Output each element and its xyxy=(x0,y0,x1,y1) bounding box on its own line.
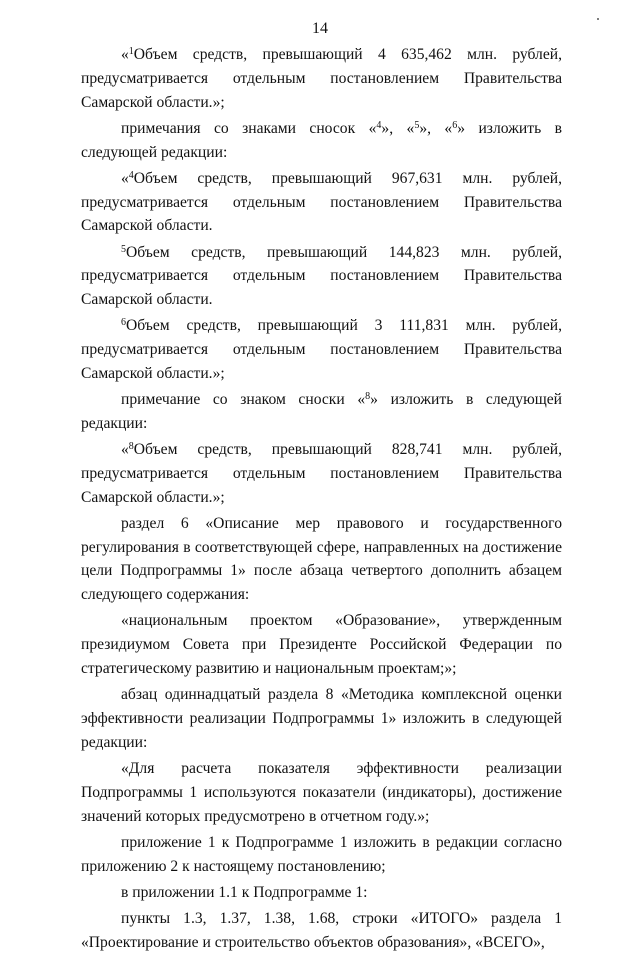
footnote-marker: 1 xyxy=(128,46,134,57)
scan-speck xyxy=(597,18,599,20)
appendix-1-paragraph: приложение 1 к Подпрограмме 1 изложить в редакции согласно приложению 2 к настоящему постановлению; xyxy=(81,833,562,875)
national-project-paragraph: «национальным проектом «Образование», утвержденным президиумом Совета при Президенте Российской Федерации по стратегическому развитию и национальным проектам;»; xyxy=(81,612,562,678)
footnote-marker: 5 xyxy=(121,243,126,255)
footnote-marker: 4 xyxy=(376,119,382,131)
text-segment: » изложить в следующей редакции: xyxy=(81,391,563,432)
text-segment: », « xyxy=(381,119,415,137)
footnote-text: Объем средств, превышающий 3 111,831 млн. рублей, предусматривается отдельным постановлением Правительства Самарской области.»; xyxy=(81,317,562,382)
document-body xyxy=(81,43,562,955)
text-segment: » изложить в следующей редакции: xyxy=(81,119,562,161)
footnote-marker: 8 xyxy=(128,441,134,453)
footnote-5-paragraph xyxy=(81,241,562,312)
notes-instruction-paragraph xyxy=(81,117,562,165)
footnote-text: Объем средств, превышающий 828,741 млн. рублей, предусматривается отдельным постановлением Правительства Самарской области.»; xyxy=(81,441,562,506)
quote-mark: « xyxy=(121,169,129,187)
footnote-marker: 6 xyxy=(452,119,458,131)
efficiency-calculation-paragraph: «Для расчета показателя эффективности реализации Подпрограммы 1 используются показатели (индикаторы), достижение значений которых предусмотрено в отчетном году.»; xyxy=(81,760,562,825)
footnote-marker: 5 xyxy=(414,119,420,131)
footnote-8-paragraph xyxy=(81,438,562,509)
items-paragraph: пункты 1.3, 1.37, 1.38, 1.68, строки «ИТОГО» раздела 1 «Проектирование и строительство объектов образования», «ВСЕГО», xyxy=(81,909,562,951)
footnote-text: Объем средств, превышающий 144,823 млн. рублей, предусматривается отдельным постановлением Правительства Самарской области. xyxy=(81,243,562,309)
section-6-paragraph: раздел 6 «Описание мер правового и государственного регулирования в соответствующей сфере, направленных на достижение цели Подпрограммы 1» после абзаца четвертого дополнить абзацем следующего содержания: xyxy=(81,514,562,604)
footnote-6-paragraph xyxy=(81,314,562,385)
note-8-instruction-paragraph xyxy=(81,388,562,436)
text-segment: примечания со знаками сносок « xyxy=(121,119,377,137)
footnote-text: Объем средств, превышающий 967,631 млн. рублей, предусматривается отдельным постановлением Правительства Самарской области. xyxy=(81,169,562,235)
footnote-text: Объем средств, превышающий 4 635,462 млн. рублей, предусматривается отдельным постановлением Правительства Самарской области.»; xyxy=(81,46,562,111)
footnote-marker: 6 xyxy=(121,317,126,329)
quote-mark: « xyxy=(121,441,129,459)
footnote-marker: 4 xyxy=(128,169,134,181)
section-8-paragraph: абзац одиннадцатый раздела 8 «Методика комплексной оценки эффективности реализации Подпрограммы 1» изложить в следующей редакции: xyxy=(81,686,562,751)
appendix-1-1-paragraph: в приложении 1.1 к Подпрограмме 1: xyxy=(121,883,368,901)
quote-mark: « xyxy=(121,46,129,63)
footnote-marker: 8 xyxy=(365,391,371,403)
text-segment: », « xyxy=(419,119,453,137)
footnote-4-paragraph xyxy=(81,167,562,238)
text-segment: примечание со знаком сноски « xyxy=(121,391,366,409)
footnote-1-paragraph xyxy=(81,43,562,114)
page-number: 14 xyxy=(312,20,328,37)
